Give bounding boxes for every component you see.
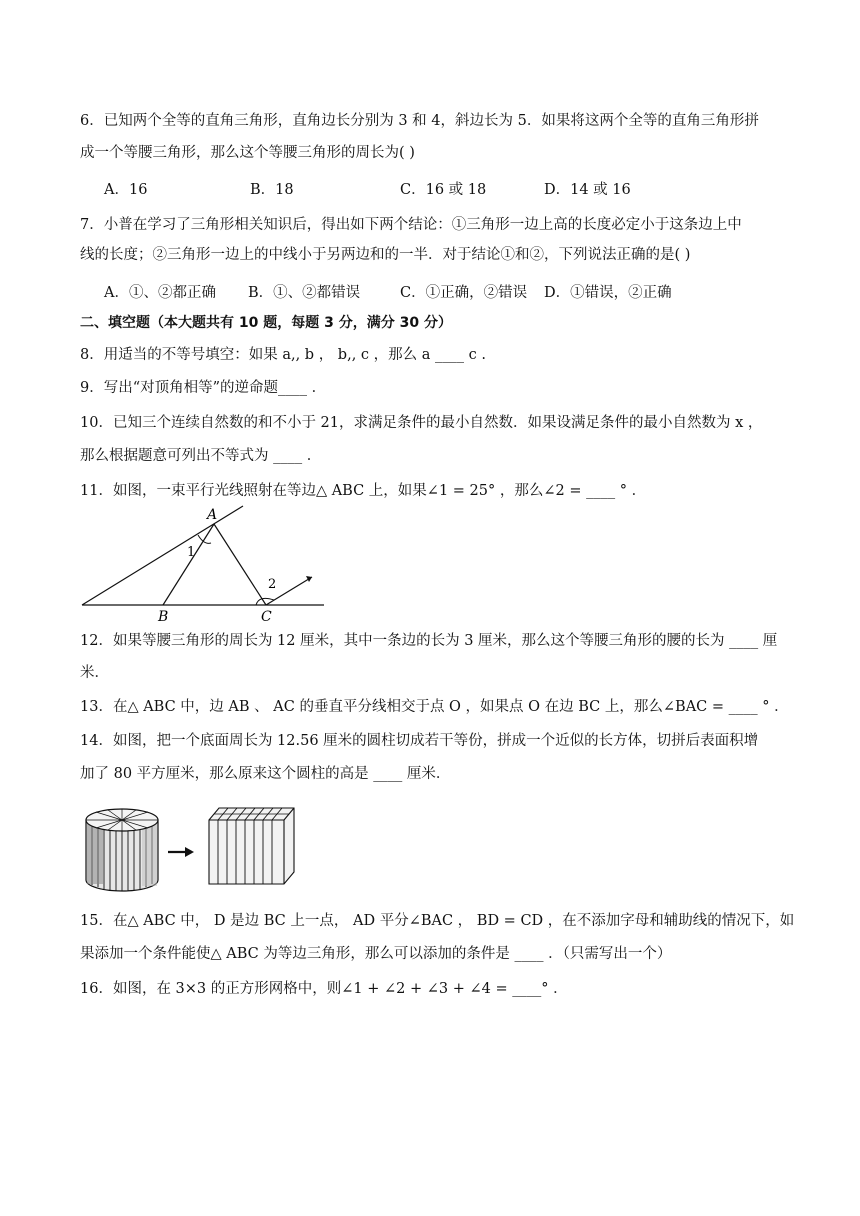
q14-line1: 14．如图，把一个底面周长为 12.56 厘米的圆柱切成若干等份，拼成一个近似的长方体，切拼后表面积增 — [80, 733, 759, 749]
q10-line2: 那么根据题意可列出不等式为 ____ ． — [80, 448, 322, 464]
q9-text: 9．写出“对顶角相等”的逆命题____ ． — [80, 380, 327, 396]
q6-option-d[interactable]: D．14 或 16 — [544, 182, 631, 198]
q6-line2: 成一个等腰三角形，那么这个等腰三角形的周长为( ) — [80, 145, 415, 161]
q7-option-c[interactable]: C．①正确，②错误 — [400, 285, 528, 301]
fig11-label-b: B — [158, 609, 169, 625]
q14-figure — [84, 800, 314, 895]
q10-line1: 10．已知三个连续自然数的和不小于 21，求满足条件的最小自然数．如果设满足条件的最小自然数为 x ， — [80, 415, 763, 431]
q7-line1: 7．小普在学习了三角形相关知识后，得出如下两个结论：①三角形一边上高的长度必定小于这条边上中 — [80, 217, 742, 233]
q13-text: 13．在△ ABC 中，边 AB 、 AC 的垂直平分线相交于点 O ，如果点 O 在边 BC 上，那么∠BAC = ____ ° ． — [80, 699, 789, 715]
q6-option-b[interactable]: B．18 — [250, 182, 294, 198]
q7-line2: 线的长度；②三角形一边上的中线小于另两边和的一半．对于结论①和②，下列说法正确的是( ) — [80, 247, 691, 263]
q6-option-c[interactable]: C．16 或 18 — [400, 182, 487, 198]
q15-line1: 15．在△ ABC 中， D 是边 BC 上一点， AD 平分∠BAC ， BD = CD ，在不添加字母和辅助线的情况下，如 — [80, 913, 795, 929]
q11-text: 11．如图，一束平行光线照射在等边△ ABC 上，如果∠1 = 25° ，那么∠2 = ____ ° ． — [80, 483, 647, 499]
fig11-label-a: A — [207, 507, 218, 523]
section-heading: 二、填空题（本大题共有 10 题，每题 3 分，满分 30 分） — [80, 315, 452, 331]
q7-option-d[interactable]: D．①错误，②正确 — [544, 285, 672, 301]
q14-line2: 加了 80 平方厘米，那么原来这个圆柱的高是 ____ 厘米． — [80, 766, 451, 782]
fig11-label-c: C — [261, 609, 272, 625]
fig11-angle2: 2 — [268, 577, 277, 592]
q6-option-a[interactable]: A．16 — [104, 182, 148, 198]
q7-option-b[interactable]: B．①、②都错误 — [248, 285, 361, 301]
q16-text: 16．如图，在 3×3 的正方形网格中，则∠1 + ∠2 + ∠3 + ∠4 = ____° ． — [80, 981, 568, 997]
q11-figure — [80, 505, 330, 627]
q15-line2: 果添加一个条件能使△ ABC 为等边三角形，那么可以添加的条件是 ____ ．（只需写出一个） — [80, 946, 672, 962]
q12-line2: 米． — [80, 665, 109, 681]
q8-text: 8．用适当的不等号填空：如果 a,, b ， b,, c ，那么 a ____ c . — [80, 347, 486, 363]
q6-line1: 6．已知两个全等的直角三角形，直角边长分别为 3 和 4，斜边长为 5．如果将这两个全等的直角三角形拼 — [80, 113, 759, 129]
q7-option-a[interactable]: A．①、②都正确 — [104, 285, 216, 301]
fig11-angle1: 1 — [187, 545, 196, 560]
q12-line1: 12．如果等腰三角形的周长为 12 厘米，其中一条边的长为 3 厘米，那么这个等腰三角形的腰的长为 ____ 厘 — [80, 633, 778, 649]
